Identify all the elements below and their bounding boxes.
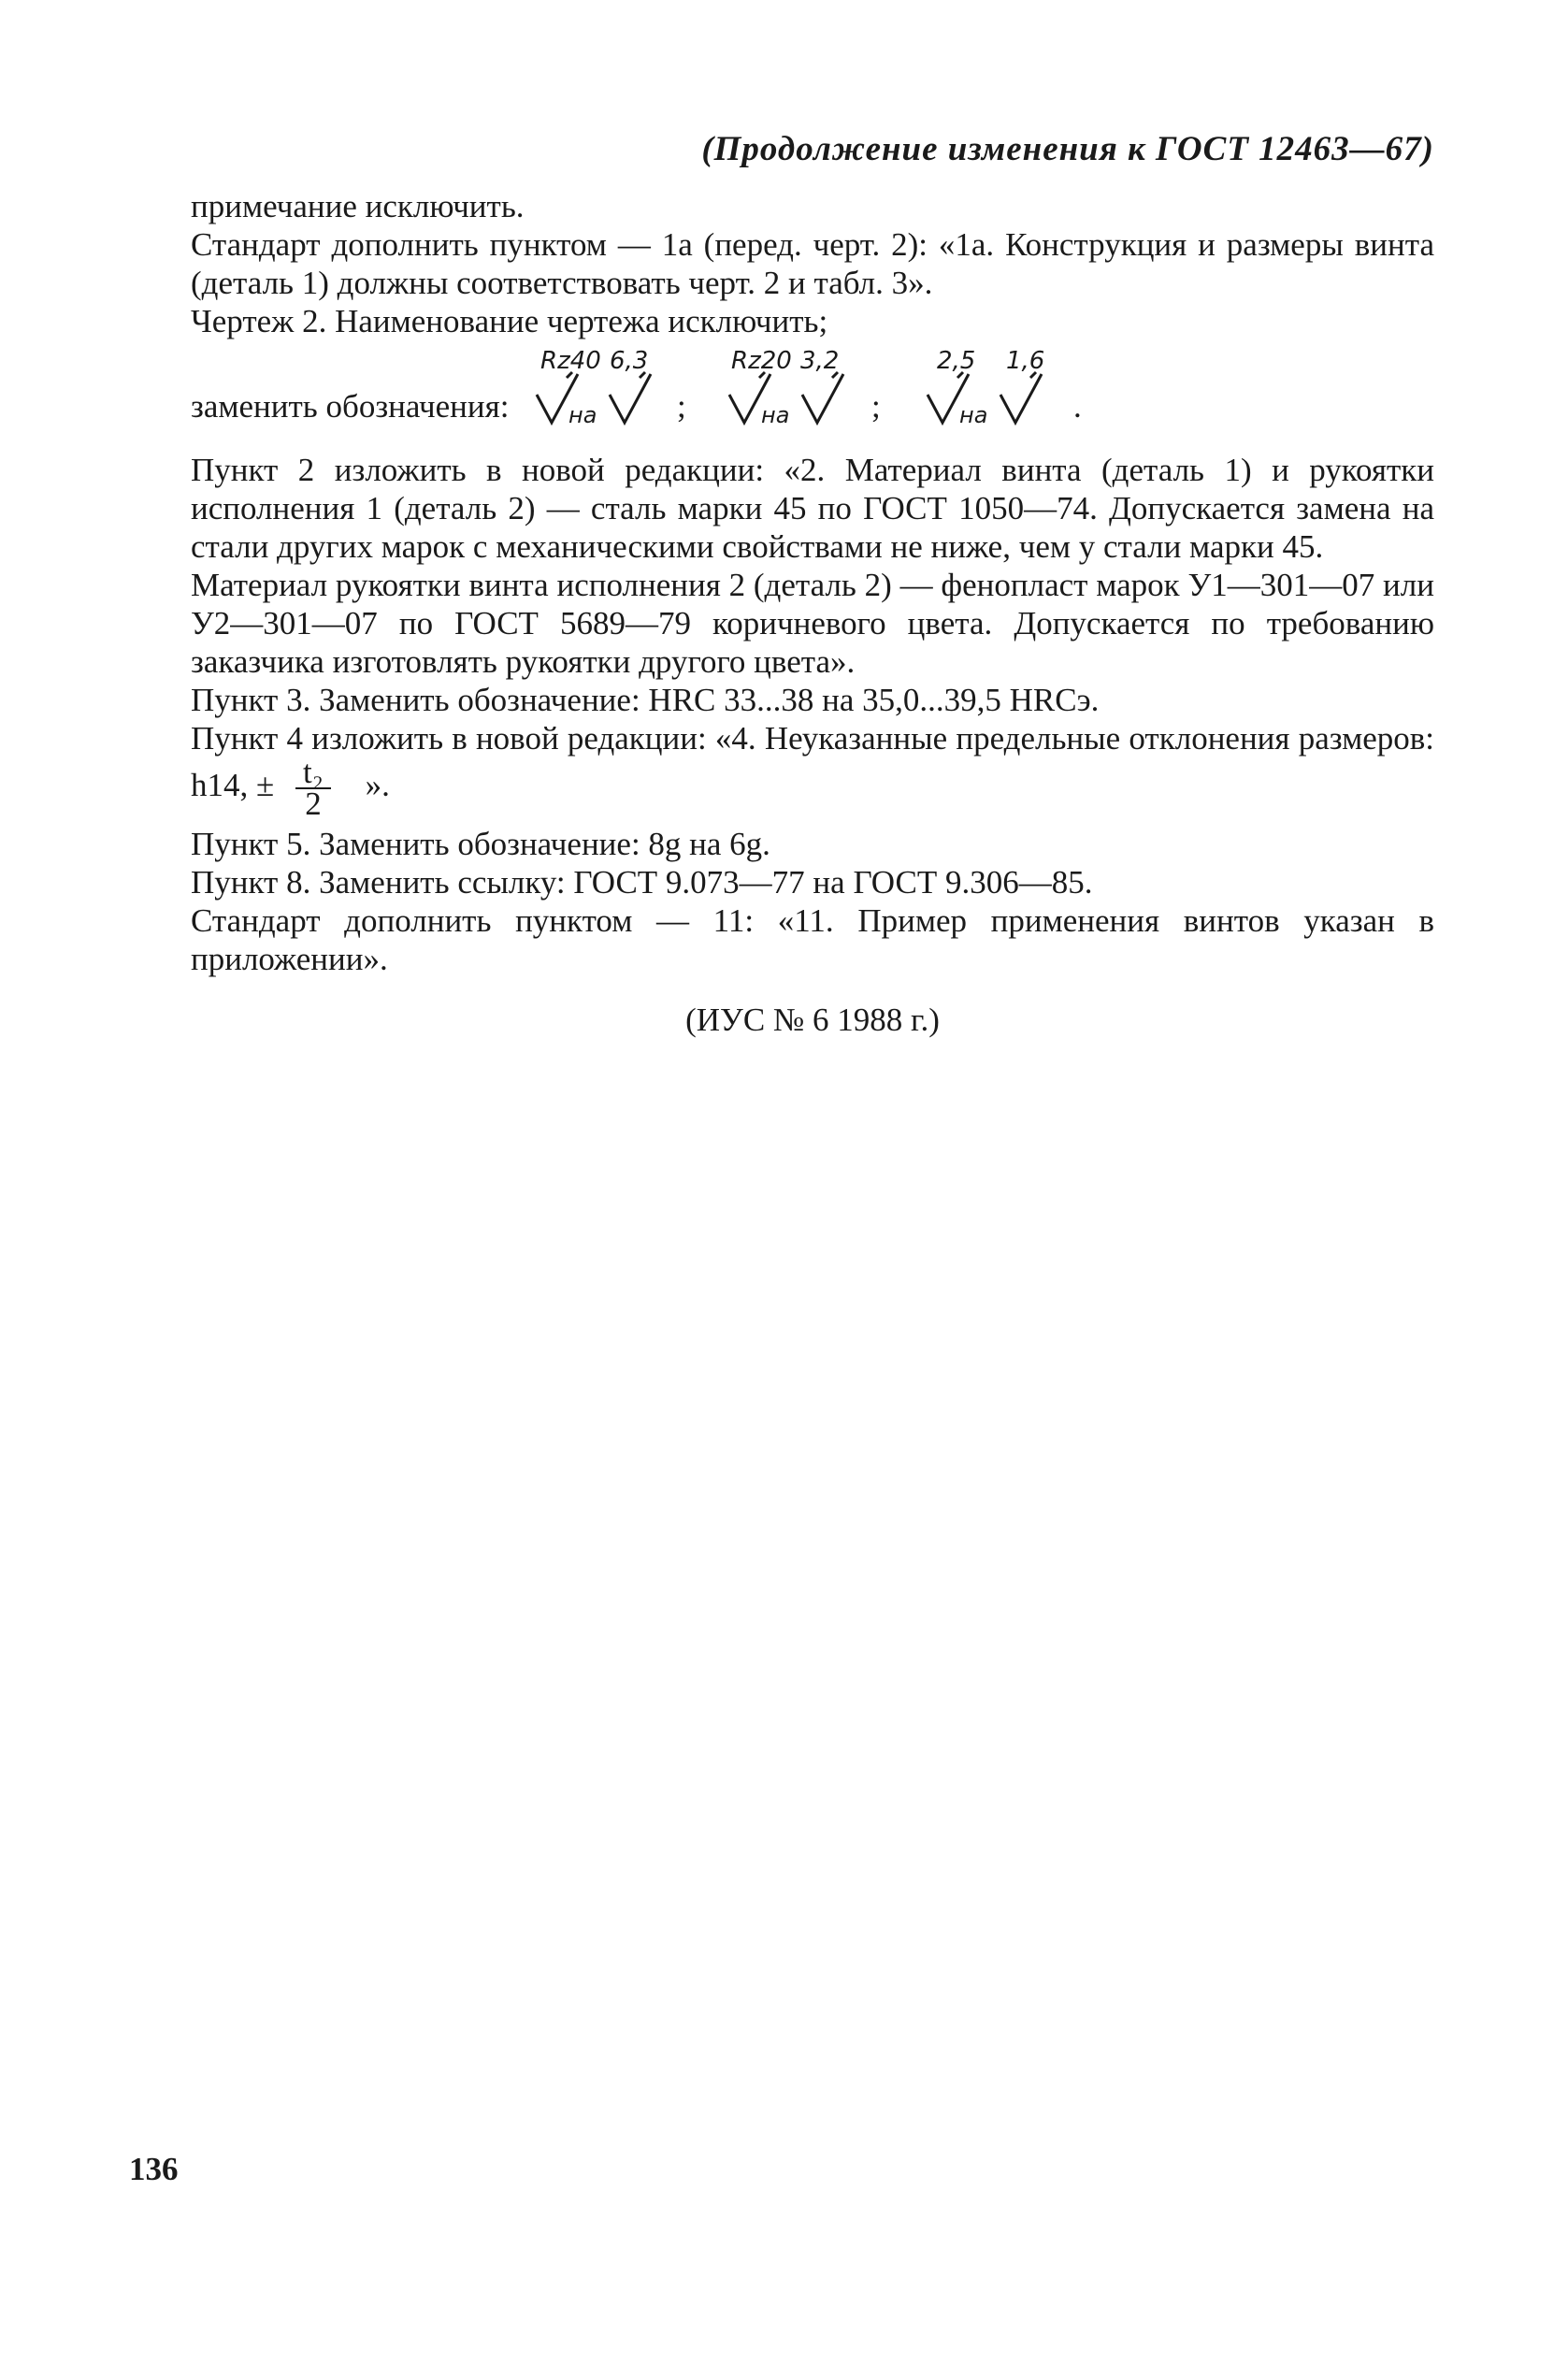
source-reference: (ИУС № 6 1988 г.) xyxy=(685,1002,940,1038)
symbol-2-to: 3,2 xyxy=(800,347,840,375)
tolerance-fraction xyxy=(295,754,331,822)
fraction-numerator: t₂ xyxy=(295,757,331,789)
symbol-1-to: 6,3 xyxy=(610,347,649,375)
paragraph-item-5: Пункт 5. Заменить обозначение: 8g на 6g. xyxy=(191,826,770,862)
symbol-2-mid: на xyxy=(761,402,790,428)
paragraph-item-8: Пункт 8. Заменить ссылку: ГОСТ 9.073—77 на ГОСТ 9.306—85. xyxy=(191,864,1093,901)
separator-semicolon: ; xyxy=(677,388,686,425)
symbol-3-mid: на xyxy=(959,402,988,428)
paragraph-item-11: Стандарт дополнить пунктом — 11: «11. Пример применения винтов указан в приложении». xyxy=(191,902,1434,977)
line-drawing-2: Чертеж 2. Наименование чертежа исключить; xyxy=(191,303,828,339)
line-note-remove: примечание исключить. xyxy=(191,188,525,224)
symbol-1-mid: на xyxy=(568,402,597,428)
paragraph-item-4 xyxy=(191,719,1434,822)
roughness-symbols-row xyxy=(191,346,1434,430)
roughness-symbol-1 xyxy=(529,346,669,430)
item-4-text: Пункт 4 изложить в новой редакции: «4. Неуказанные предельные отклонения размеров: h14, ± xyxy=(191,720,1434,804)
symbol-1-from: Rz40 xyxy=(540,347,601,375)
symbol-2-from: Rz20 xyxy=(731,347,792,375)
paragraph-add-1a: Стандарт дополнить пунктом — 1а (перед. черт. 2): «1а. Конструкция и размеры винта (деталь 1) должны соответствовать черт. 2 и табл. 3». xyxy=(191,226,1434,301)
document-body xyxy=(191,187,1434,1039)
separator-semicolon: ; xyxy=(871,388,881,425)
separator-period: . xyxy=(1073,388,1082,425)
fraction-denominator: 2 xyxy=(305,786,322,822)
item-4-end: ». xyxy=(365,767,390,804)
symbol-3-to: 1,6 xyxy=(1006,347,1045,375)
page-header: (Продолжение изменения к ГОСТ 12463—67) xyxy=(701,130,1434,168)
paragraph-item-3: Пункт 3. Заменить обозначение: HRC 33...38 на 35,0...39,5 HRCэ. xyxy=(191,682,1100,718)
page-number: 136 xyxy=(129,2151,179,2187)
paragraph-item-2: Пункт 2 изложить в новой редакции: «2. Материал винта (деталь 1) и рукоятки исполнения 1 (деталь 2) — сталь марки 45 по ГОСТ 1050—74. Допускается замена на стали других марок с механическими свойствами не ниже, чем у стали марки 45. xyxy=(191,452,1434,565)
symbol-3-from: 2,5 xyxy=(937,347,976,375)
roughness-symbol-2 xyxy=(722,346,862,430)
replace-label: заменить обозначения: xyxy=(191,388,510,425)
roughness-symbol-3 xyxy=(920,346,1060,430)
paragraph-item-2-handle: Материал рукоятки винта исполнения 2 (деталь 2) — фенопласт марок У1—301—07 или У2—301—07 по ГОСТ 5689—79 коричневого цвета. Допускается по требованию заказчика изготовлять рукоятки другого цвета». xyxy=(191,567,1434,680)
